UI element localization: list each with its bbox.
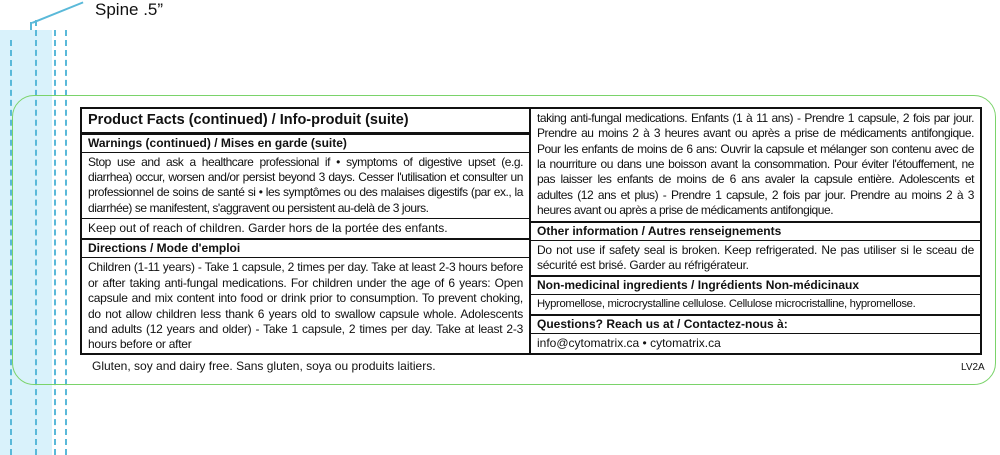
questions-heading: Questions? Reach us at / Contactez-nous à:	[531, 314, 980, 334]
other-info-heading: Other information / Autres renseignements	[531, 221, 980, 241]
warnings-heading: Warnings (continued) / Mises en garde (suite)	[82, 135, 529, 153]
directions-text: Children (1-11 years) - Take 1 capsule, 2 times per day. Take at least 2-3 hours before or after taking anti-fungal medications. For children under the age of 6 years: Open capsule and mix content into food or drink prior to consumption. To prevent choking, do not allow children less thank 6 years old to swallow capsule whole. Adolescents and adults (12 years and older) - Take 1 capsule, 2 times per day. Take at least 2-3 hours before or after	[88, 260, 523, 352]
panel-title: Product Facts (continued) / Info-produit (suite)	[82, 109, 529, 135]
label-code: LV2A	[961, 362, 985, 373]
directions-heading: Directions / Mode d'emploi	[82, 238, 529, 258]
spine-pointer-diagonal	[32, 1, 84, 23]
allergen-note: Gluten, soy and dairy free. Sans gluten, soya ou produits laitiers.	[92, 359, 436, 373]
spine-label: Spine .5”	[95, 0, 164, 19]
questions-text: info@cytomatrix.ca • cytomatrix.ca	[537, 335, 721, 350]
non-medicinal-heading: Non-medicinal ingredients / Ingrédients Non-médicinaux	[531, 275, 980, 295]
facts-column-right	[531, 109, 980, 353]
facts-column-left	[82, 109, 531, 353]
non-medicinal-text: Hypromellose, microcrystalline cellulose. Cellulose microcristalline, hypromellose.	[537, 298, 916, 311]
keep-out-text: Keep out of reach of children. Garder hors de la portée des enfants.	[88, 221, 448, 236]
other-info-text: Do not use if safety seal is broken. Keep refrigerated. Ne pas utiliser si le sceau de sécurité est brisé. Garder au réfrigérateur.	[537, 242, 974, 272]
directions-text-continued: taking anti-fungal medications. Enfants (1 à 11 ans) - Prendre 1 capsule, 2 fois par jour. Prendre au moins 2 à 3 heures avant ou après a prise de médicaments antifongique. Pour les enfants de moins de 6 ans: Ouvrir la capsule et mélanger son contenu avec de la nourriture ou dans une boisson avant la consommation. Pour éviter l'étouffement, ne pas laisser les enfants de moins de 6 ans avaler la capsule entière. Adolescents et adultes (12 ans et plus) - Prendre 1 capsule, 2 fois par jour. Prendre au moins 2 à 3 heures avant ou après a prise de médicaments antifongique.	[537, 111, 974, 218]
warnings-text: Stop use and ask a healthcare professional if • symptoms of digestive upset (e.g. diarrhea) occur, worsen and/or persist beyond 3 days. Cesser l'utilisation et consulter un professionnel de soins de santé si • les symptômes ou des malaises digestifs (par ex., la diarrhée) se manifestent, s'aggravent ou persistent au-delà de 3 jours.	[82, 153, 529, 219]
product-facts-panel	[80, 107, 982, 355]
